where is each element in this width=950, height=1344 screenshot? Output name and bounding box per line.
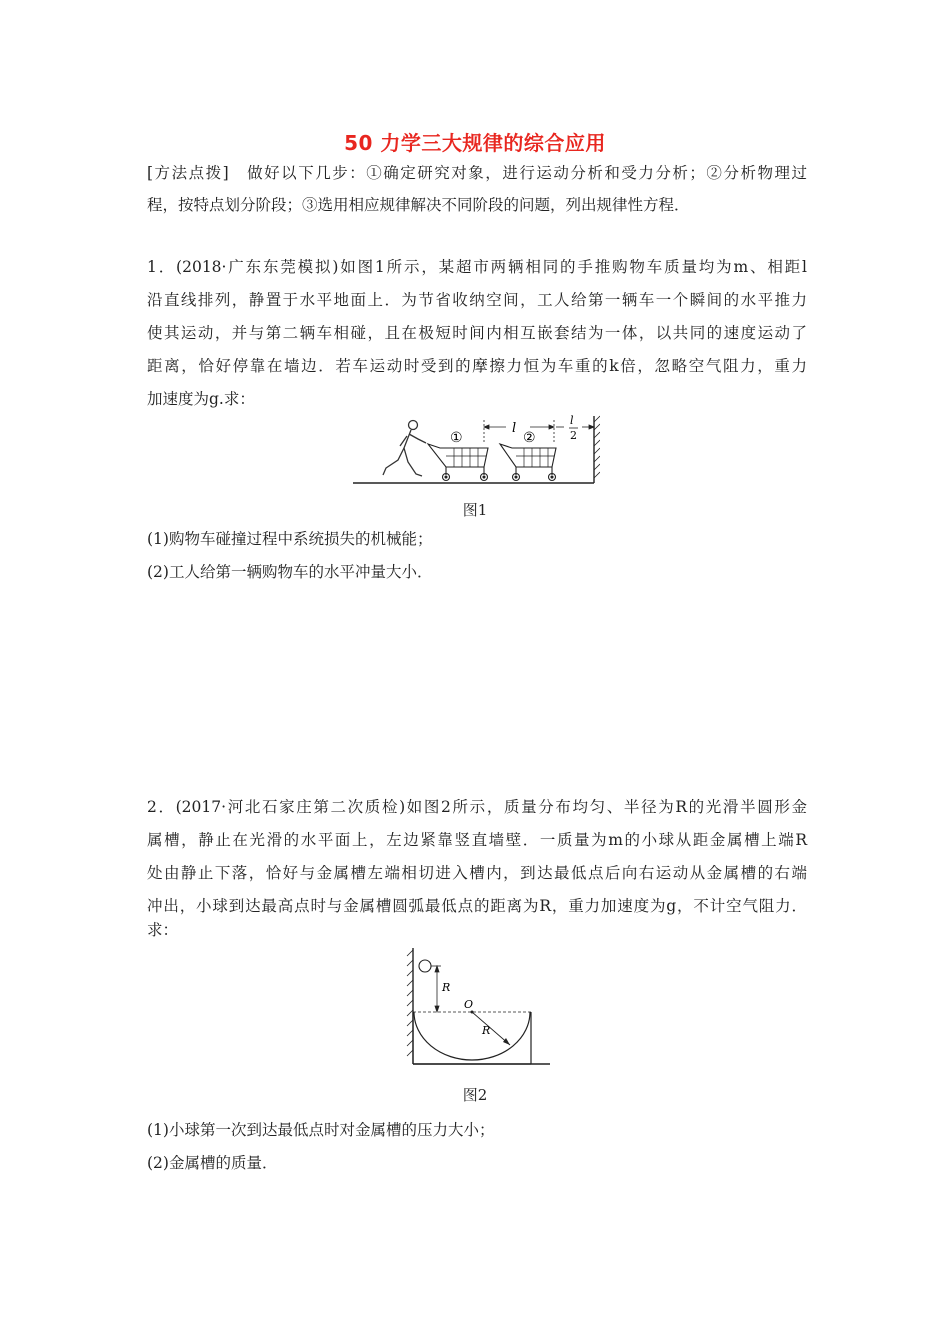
drop-height-arrow [435,966,439,1012]
q2-text-line-4: 冲出，小球到达最高点时与金属槽圆弧最低点的距离为R，重力加速度为g，不计空气阻力． [147,897,807,915]
figure-2-semicircular-groove [402,946,552,1068]
distance-l-marker [484,420,554,442]
q1-text-line-1: 1．(2018·广东东莞模拟)如图1所示，某超市两辆相同的手推购物车质量均为m、相距l [147,258,807,276]
q1-text-line-3: 使其运动，并与第二辆车相碰，且在极短时间内相互嵌套结为一体，以共同的速度运动了 [147,324,807,342]
method-hint-line-2: 程，按特点划分阶段；③选用相应规律解决不同阶段的问题，列出规律性方程． [147,196,690,214]
cart-1 [428,444,488,481]
wall-hatching [594,416,600,478]
radius-label: R [482,1024,491,1037]
figure-2-caption: 图2 [462,1086,488,1104]
worker-figure [383,421,426,477]
radius-line [472,1012,510,1045]
cart-2 [500,444,556,481]
q2-subquestion-2: (2)金属槽的质量． [147,1154,278,1172]
q1-text-line-4: 距离，恰好停靠在墙边．若车运动时受到的摩擦力恒为车重的k倍，忽略空气阻力，重力 [147,357,807,375]
cart-2-label: ② [523,430,536,446]
metal-groove [413,1012,531,1064]
q1-subquestion-2: (2)工人给第一辆购物车的水平冲量大小． [147,563,433,581]
q2-text-line-1: 2．(2017·河北石家庄第二次质检)如图2所示，质量分布均匀、半径为R的光滑半圆形金 [147,798,807,816]
drop-height-label: R [442,981,451,994]
q1-subquestion-1: (1)购物车碰撞过程中系统损失的机械能； [147,530,433,548]
q2-text-line-5: 求： [147,921,179,939]
distance-l-label: l [512,421,517,436]
q2-subquestion-1: (1)小球第一次到达最低点时对金属槽的压力大小； [147,1121,495,1139]
ball [419,960,431,972]
center-label: O [464,998,474,1011]
page-title: 50 力学三大规律的综合应用 [344,131,606,155]
method-hint-line-1: [方法点拨] 做好以下几步：①确定研究对象，进行运动分析和受力分析；②分析物理过 [147,164,807,182]
q1-text-line-5: 加速度为g.求： [147,390,255,408]
half-l-denominator: 2 [570,429,577,442]
wall-hatching [407,950,413,1056]
cart-1-label: ① [450,430,463,446]
q2-text-line-3: 处由静止下落，恰好与金属槽左端相切进入槽内，到达最低点后向右运动从金属槽的右端 [147,864,807,882]
half-l-numerator: l [570,414,574,427]
figure-1-caption: 图1 [462,501,488,519]
q2-text-line-2: 属槽，静止在光滑的水平面上，左边紧靠竖直墙壁．一质量为m的小球从距金属槽上端R [147,831,807,849]
q1-text-line-2: 沿直线排列，静置于水平地面上．为节省收纳空间，工人给第一辆车一个瞬间的水平推力 [147,291,807,309]
figure-1-shopping-carts [350,412,600,488]
